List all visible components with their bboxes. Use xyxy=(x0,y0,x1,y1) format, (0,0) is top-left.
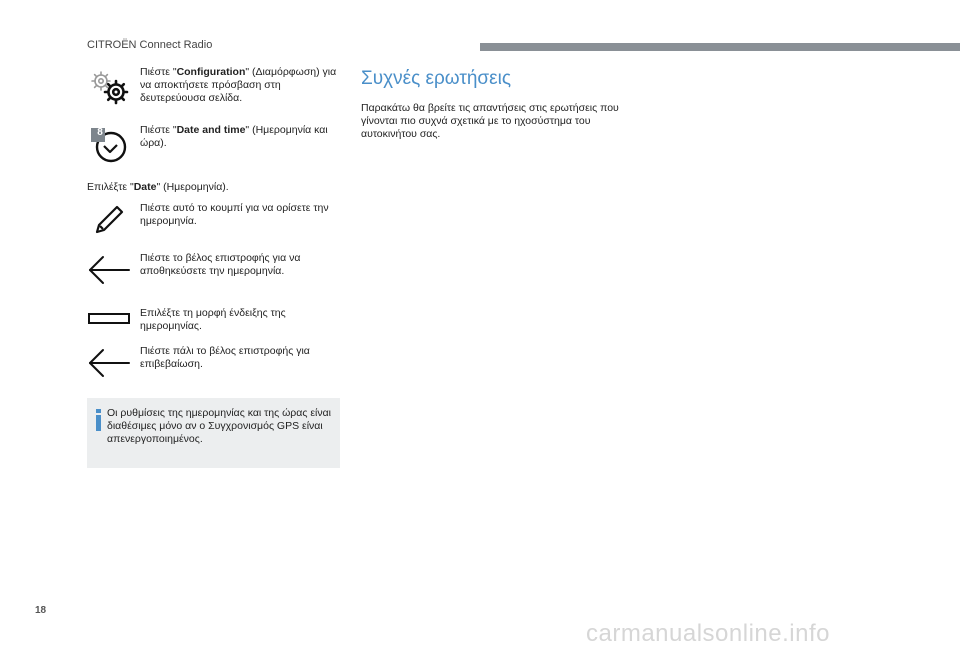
select-date-text: Επιλέξτε "Date" (Ημερομηνία). xyxy=(87,181,229,193)
substep-set-date-text: Πιέστε αυτό το κουμπί για να ορίσετε την ημερομηνία. xyxy=(140,202,329,227)
substep-save-date-text: Πιέστε το βέλος επιστροφής για να αποθηκεύσετε την ημερομηνία. xyxy=(140,252,301,277)
faq-intro: Παρακάτω θα βρείτε τις απαντήσεις στις ερωτήσεις που γίνονται πιο συχνά σχετικά με το ηχοσύστημα του αυτοκινήτου σας. xyxy=(361,102,619,140)
back-arrow-icon xyxy=(87,252,137,292)
step-date-and-time-text: Πιέστε "Date and time" (Ημερομηνία και ώρα). xyxy=(140,124,328,149)
watermark: carmanualsonline.info xyxy=(586,620,830,647)
step-configuration-text: Πιέστε "Configuration" (Διαμόρφωση) για να αποκτήσετε πρόσβαση στη δευτερεύουσα σελίδα. xyxy=(140,66,337,104)
info-icon xyxy=(94,409,104,431)
back-arrow-icon xyxy=(87,345,137,385)
header-title: CITROËN Connect Radio xyxy=(87,39,213,51)
page-number: 18 xyxy=(35,605,47,616)
substep-confirm-text: Πιέστε πάλι το βέλος επιστροφής για επιβεβαίωση. xyxy=(140,345,310,370)
info-box xyxy=(87,398,340,468)
settings-gears-icon xyxy=(87,66,137,106)
step-badge: 8 xyxy=(97,127,103,138)
format-bar-icon xyxy=(87,307,137,347)
pencil-icon xyxy=(87,202,137,242)
header-bar xyxy=(480,43,960,51)
faq-title: Συχνές ερωτήσεις xyxy=(361,68,512,89)
substep-date-format-text: Επιλέξτε τη μορφή ένδειξης της ημερομηνίας. xyxy=(140,307,286,332)
info-text: Οι ρυθμίσεις της ημερομηνίας και της ώρας είναι διαθέσιμες μόνο αν ο Συγχρονισμός GPS είναι απενεργοποιημένος. xyxy=(107,407,331,445)
